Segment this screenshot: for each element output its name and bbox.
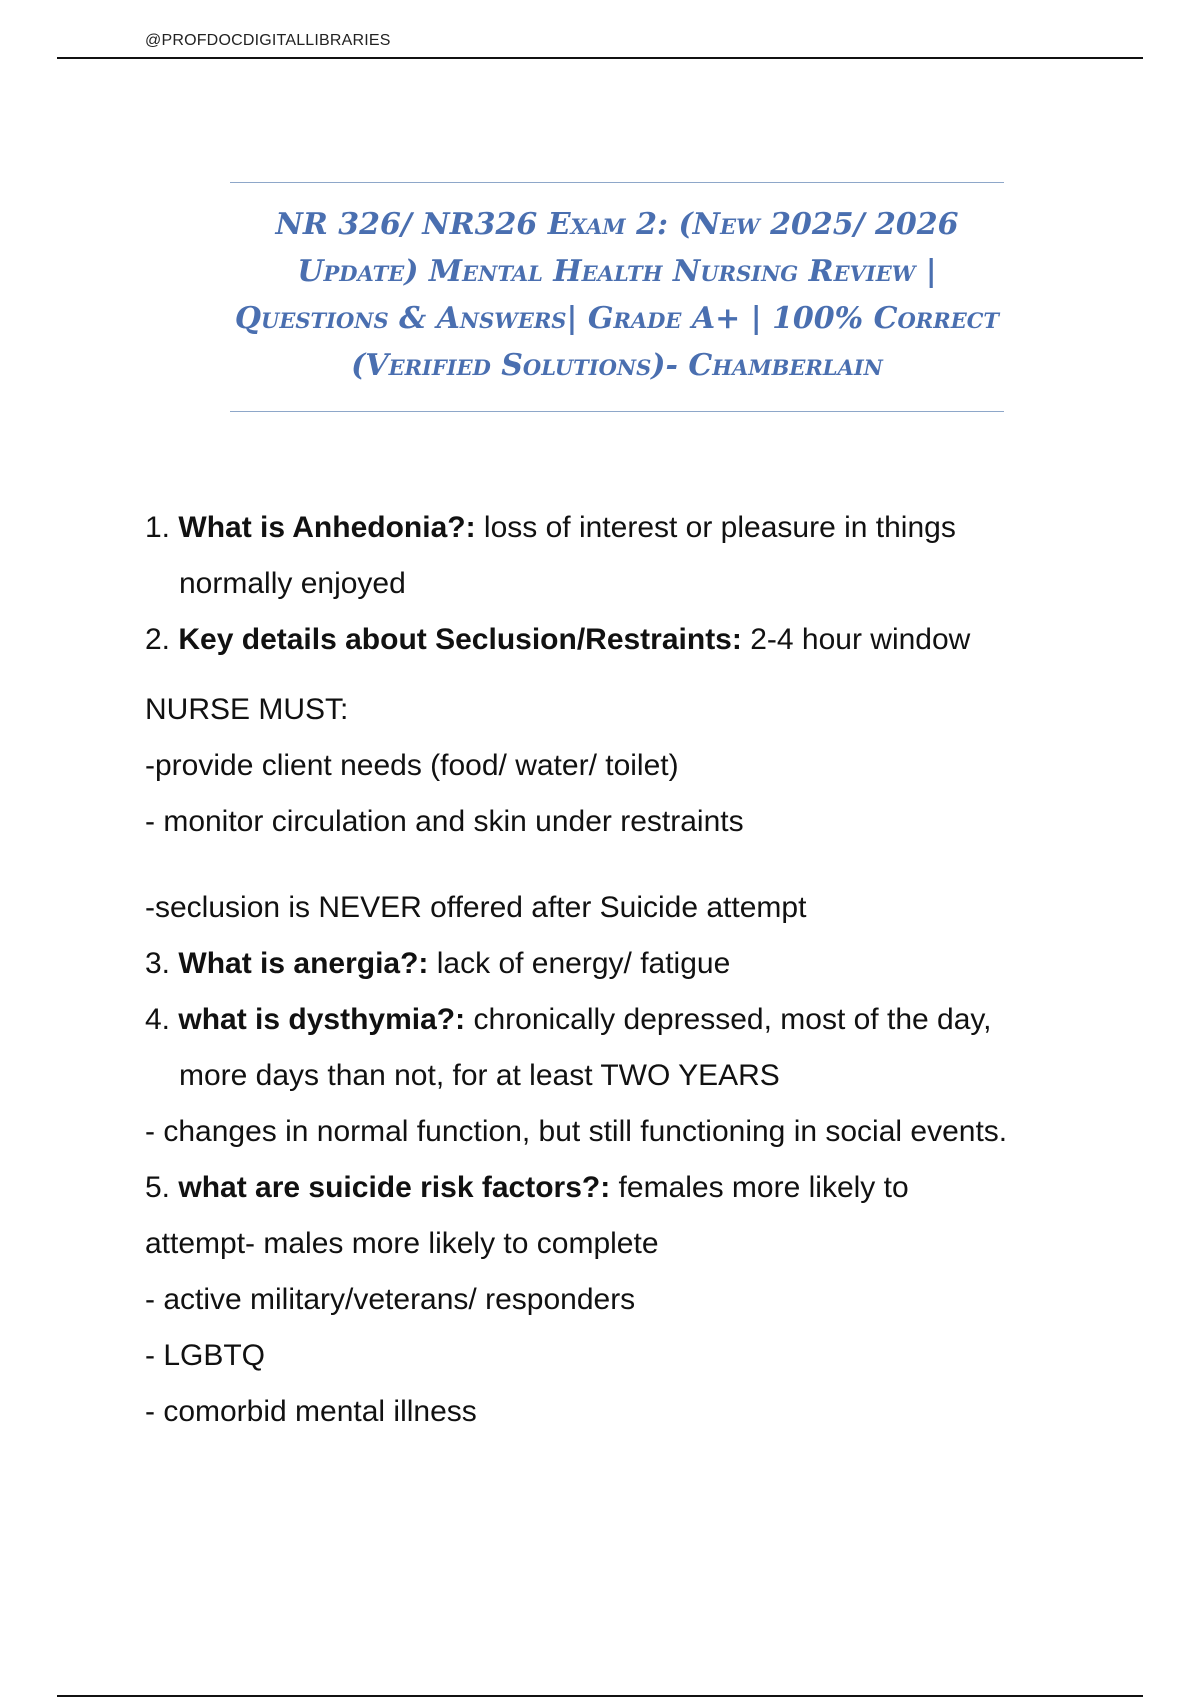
bullet-line: - changes in normal function, but still functioning in social events. (145, 1115, 1008, 1148)
bullet-line: - active military/veterans/ responders (145, 1283, 636, 1316)
bullet-line: - monitor circulation and skin under restraints (145, 805, 744, 838)
qa-item-4 (145, 992, 1085, 1048)
answer-continuation: normally enjoyed (179, 567, 406, 600)
title-line-4: (Verified Solutions)- Chamberlain (351, 348, 883, 383)
header-rule (57, 57, 1143, 59)
title-line-3: Questions & Answers| Grade A+ | 100% Correct (234, 301, 1000, 336)
item-number: 4. (145, 1003, 171, 1036)
item-number: 1. (145, 511, 171, 544)
header-watermark: @PROFDOCDIGITALLIBRARIES (145, 32, 391, 49)
question-label: Key details about Seclusion/Restraints: (178, 623, 742, 656)
document-title (230, 201, 1004, 389)
qa-item-2 (145, 612, 1085, 668)
question-label: what are suicide risk factors?: (178, 1171, 611, 1204)
title-block (230, 182, 1004, 412)
item-number: 5. (145, 1171, 171, 1204)
bullet-line: - LGBTQ (145, 1339, 266, 1372)
question-label: what is dysthymia?: (178, 1003, 466, 1036)
answer-text: chronically depressed, most of the day, (473, 1003, 992, 1036)
title-bottom-rule (230, 411, 1004, 412)
qa-content (145, 500, 1085, 1440)
bullet-line: -provide client needs (food/ water/ toilet) (145, 749, 679, 782)
qa-item-1 (145, 500, 1085, 556)
answer-text: loss of interest or pleasure in things (483, 511, 956, 544)
item-number: 2. (145, 623, 171, 656)
title-top-rule (230, 182, 1004, 183)
answer-continuation: more days than not, for at least TWO YEARS (179, 1059, 780, 1092)
title-line-1: NR 326/ NR326 Exam 2: (New 2025/ 2026 (275, 207, 959, 242)
title-line-2: Update) Mental Health Nursing Review | (297, 254, 937, 289)
nurse-must-heading: NURSE MUST: (145, 693, 349, 726)
qa-item-3 (145, 936, 1085, 992)
answer-text: 2-4 hour window (750, 623, 971, 656)
question-label: What is anergia?: (178, 947, 429, 980)
bullet-line: - comorbid mental illness (145, 1395, 477, 1428)
answer-text: females more likely to (618, 1171, 909, 1204)
question-label: What is Anhedonia?: (178, 511, 476, 544)
qa-item-5 (145, 1160, 1085, 1216)
answer-continuation: attempt- males more likely to complete (145, 1227, 659, 1260)
footer-rule (57, 1695, 1143, 1697)
bullet-line: -seclusion is NEVER offered after Suicide attempt (145, 891, 807, 924)
answer-text: lack of energy/ fatigue (436, 947, 731, 980)
item-number: 3. (145, 947, 171, 980)
